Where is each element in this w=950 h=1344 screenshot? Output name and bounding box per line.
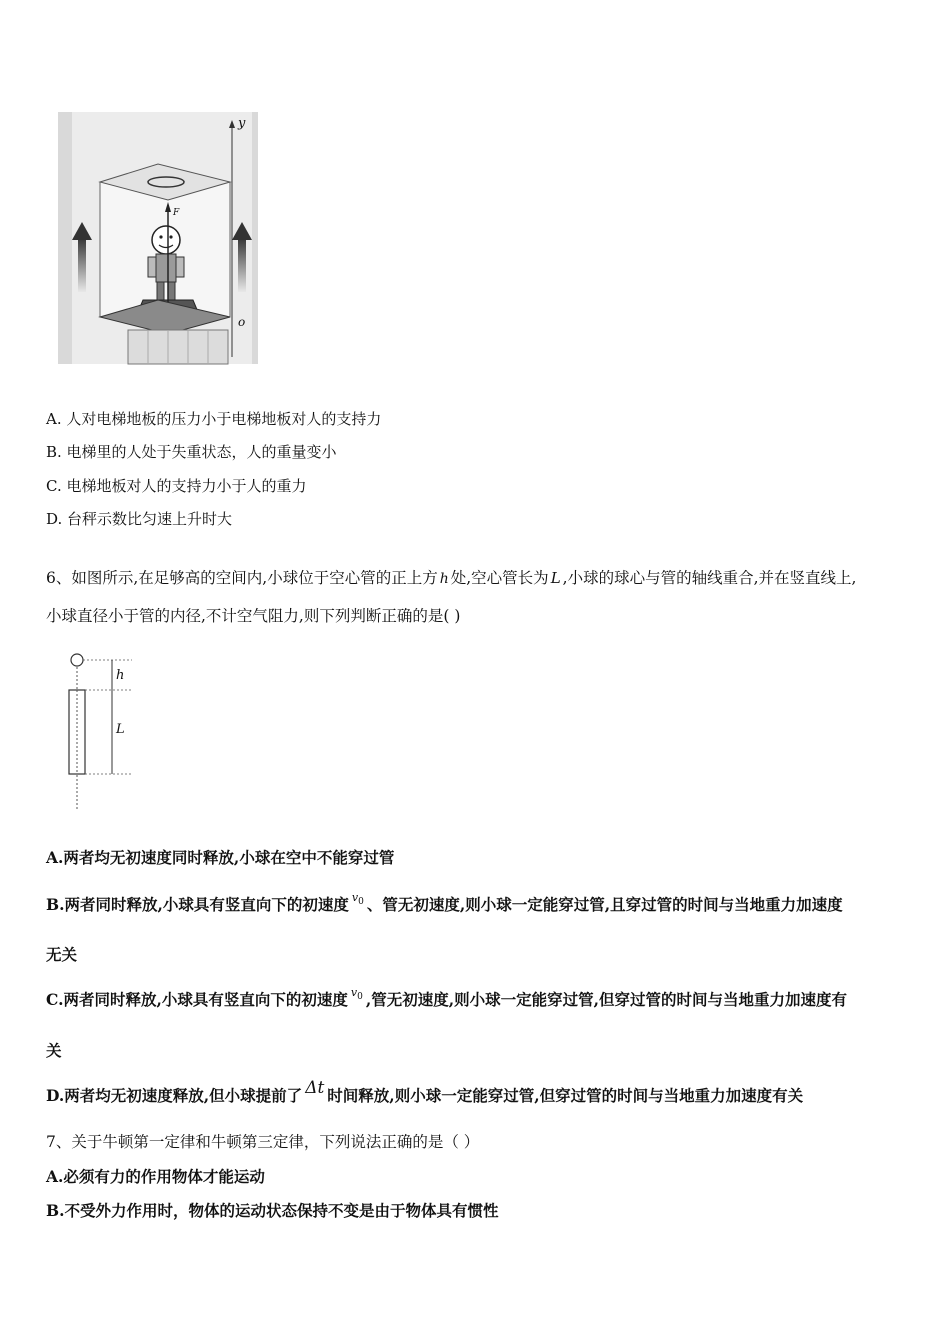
ball bbox=[71, 654, 83, 666]
q7-option-a: A.必须有力的作用物体才能运动 bbox=[46, 1167, 265, 1186]
axis-o-label: o bbox=[238, 315, 246, 329]
q6-stem-line1 bbox=[46, 566, 856, 588]
axis-y-label: y bbox=[238, 116, 246, 131]
q6-stem-line2: 小球直径小于管的内径,不计空气阻力,则下列判断正确的是( ) bbox=[46, 607, 461, 625]
q6-option-c-line2: 关 bbox=[46, 1041, 62, 1060]
q6-option-c bbox=[46, 988, 847, 1011]
v0-subscript-c: 0 bbox=[357, 992, 363, 1003]
q6-option-b-line2: 无关 bbox=[46, 945, 78, 964]
q5-option-c: C. 电梯地板对人的支持力小于人的重力 bbox=[46, 477, 307, 495]
v0-subscript: 0 bbox=[358, 897, 364, 908]
q6-option-d-part1: D.两者均无初速度释放,但小球提前了 bbox=[46, 1086, 303, 1105]
fig-label-h: h bbox=[116, 668, 125, 683]
elevator-figure bbox=[58, 112, 258, 367]
q6-option-b-part2: 、管无初速度,则小球一定能穿过管,且穿过管的时间与当地重力加速度 bbox=[366, 895, 843, 914]
var-L: L bbox=[550, 569, 561, 587]
q7-stem: 7、关于牛顿第一定律和牛顿第三定律，下列说法正确的是（ ） bbox=[46, 1133, 480, 1151]
q6-option-a: A.两者均无初速度同时释放,小球在空中不能穿过管 bbox=[46, 848, 395, 867]
q6-option-d bbox=[46, 1078, 804, 1106]
fig-label-L: L bbox=[116, 722, 125, 737]
q7-option-b: B.不受外力作用时，物体的运动状态保持不变是由于物体具有惯性 bbox=[46, 1201, 499, 1220]
q5-option-d: D. 台秤示数比匀速上升时大 bbox=[46, 510, 233, 528]
q5-option-a: A. 人对电梯地板的压力小于电梯地板对人的支持力 bbox=[46, 410, 382, 428]
q6-stem-part3: ,小球的球心与管的轴线重合,并在竖直线上, bbox=[562, 569, 857, 587]
var-h: h bbox=[439, 571, 449, 587]
delta-t-symbol: Δt bbox=[305, 1078, 325, 1098]
q6-option-b-part1: B.两者同时释放,小球具有竖直向下的初速度 bbox=[46, 895, 349, 914]
v0-symbol: v bbox=[351, 891, 359, 904]
q6-stem-part1: 6、如图所示,在足够高的空间内,小球位于空心管的正上方 bbox=[46, 569, 438, 587]
q6-stem-part2: 处,空心管长为 bbox=[450, 569, 549, 587]
v0-symbol-c: v bbox=[350, 986, 358, 999]
q6-option-b bbox=[46, 893, 843, 916]
q6-option-c-part2: ,管无初速度,则小球一定能穿过管,但穿过管的时间与当地重力加速度有 bbox=[365, 990, 848, 1009]
q5-option-b: B. 电梯里的人处于失重状态，人的重量变小 bbox=[46, 443, 337, 461]
force-label: F bbox=[173, 208, 180, 218]
q6-option-c-part1: C.两者同时释放,小球具有竖直向下的初速度 bbox=[46, 990, 348, 1009]
tube-ball-figure bbox=[62, 650, 142, 815]
q6-option-d-part2: 时间释放,则小球一定能穿过管,但穿过管的时间与当地重力加速度有关 bbox=[327, 1086, 804, 1105]
